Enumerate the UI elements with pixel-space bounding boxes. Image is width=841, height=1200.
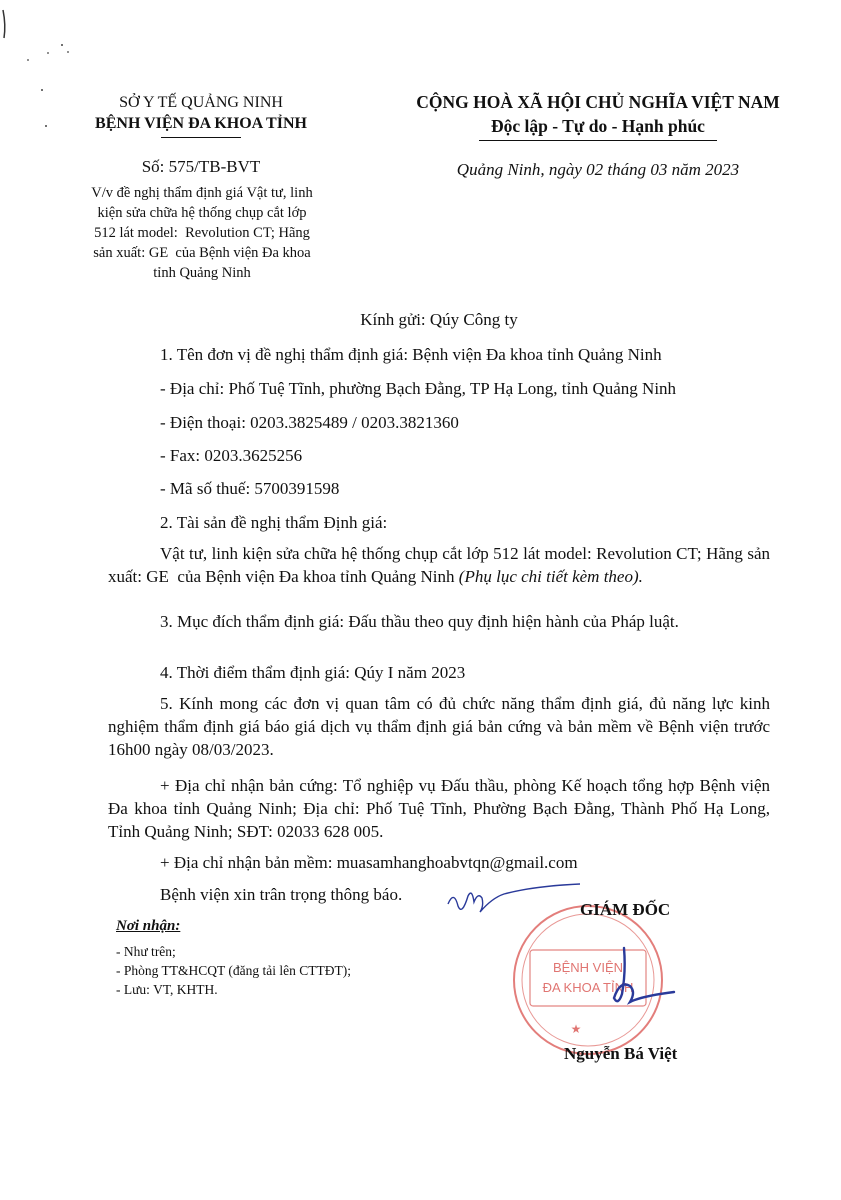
item-2-detail xyxy=(108,542,775,588)
recipient-item: - Như trên; xyxy=(116,944,176,959)
subject-line: tỉnh Quảng Ninh xyxy=(153,265,251,281)
document-subject xyxy=(76,183,328,283)
motto-underline xyxy=(479,140,717,141)
recipient-item: - Lưu: VT, KHTH. xyxy=(116,982,218,997)
stamp-line-1: BỆNH VIỆN xyxy=(552,960,624,975)
org-underline xyxy=(161,137,241,138)
address-line: - Địa chỉ: Phố Tuệ Tĩnh, phường Bạch Đằng, TP Hạ Long, tỉnh Quảng Ninh xyxy=(160,379,677,398)
item-1: 1. Tên đơn vị đề nghị thẩm định giá: Bệnh viện Đa khoa tỉnh Quảng Ninh xyxy=(160,345,662,364)
handwritten-signature xyxy=(596,944,676,1014)
org-parent: SỞ Y TẾ QUẢNG NINH xyxy=(119,94,283,111)
subject-line: kiện sửa chữa hệ thống chụp cắt lớp xyxy=(97,205,307,221)
nation-name: CỘNG HOÀ XÃ HỘI CHỦ NGHĨA VIỆT NAM xyxy=(416,92,780,112)
stamp-star-icon: ★ xyxy=(570,1022,582,1036)
recipients-title: Nơi nhận: xyxy=(116,918,181,934)
tax-line: - Mã số thuế: 5700391598 xyxy=(160,479,340,498)
national-motto: Độc lập - Tự do - Hạnh phúc xyxy=(491,116,705,136)
signer-title: GIÁM ĐỐC xyxy=(580,900,671,919)
fax-line: - Fax: 0203.3625256 xyxy=(160,446,303,465)
issuing-organization xyxy=(60,92,342,138)
item-2: 2. Tài sản đề nghị thẩm Định giá: xyxy=(160,513,388,532)
issue-date: Quảng Ninh, ngày 02 tháng 03 năm 2023 xyxy=(456,160,740,179)
subject-line: sản xuất: GE của Bệnh viện Đa khoa xyxy=(93,245,311,261)
signer-name: Nguyễn Bá Việt xyxy=(564,1044,678,1063)
recipients-list xyxy=(116,942,351,999)
closing-line: Bệnh viện xin trân trọng thông báo. xyxy=(160,885,403,904)
appendix-note: (Phụ lục chi tiết kèm theo). xyxy=(458,567,643,586)
org-name: BỆNH VIỆN ĐA KHOA TỈNH xyxy=(95,115,307,132)
subject-line: V/v đề nghị thẩm định giá Vật tư, linh xyxy=(91,185,313,201)
national-header xyxy=(368,90,828,141)
subject-line: 512 lát model: Revolution CT; Hãng xyxy=(94,225,310,241)
hardcopy-address: + Địa chỉ nhận bản cứng: Tổ nghiệp vụ Đấu thầu, phòng Kế hoạch tổng hợp Bệnh viện Đa khoa tỉnh Quảng Ninh; Địa chỉ: Phố Tuệ Tĩnh, Phường Bạch Đằng, Thành Phố Hạ Long, Tỉnh Quảng Ninh; SĐT: 02033 628 005. xyxy=(108,776,775,841)
document-number: Số: 575/TB-BVT xyxy=(141,157,261,176)
salutation: Kính gửi: Qúy Công ty xyxy=(360,310,518,329)
phone-line: - Điện thoại: 0203.3825489 / 0203.3821360 xyxy=(160,413,459,432)
item-2-description: Vật tư, linh kiện sửa chữa hệ thống chụp cắt lớp 512 lát model: Revolution CT; Hãng sản xuất: GE của Bệnh viện Đa khoa tỉnh Quảng Ninh xyxy=(108,544,775,586)
softcopy-address: + Địa chỉ nhận bản mềm: muasamhanghoabvtqn@gmail.com xyxy=(160,853,578,872)
item-5: 5. Kính mong các đơn vị quan tâm có đủ chức năng thẩm định giá, đủ năng lực kinh nghiệm thẩm định giá báo giá dịch vụ thẩm định giá bản cứng và bản mềm về Bệnh viện trước 16h00 ngày 08/03/2023. xyxy=(108,694,775,759)
item-4: 4. Thời điểm thẩm định giá: Qúy I năm 2023 xyxy=(160,663,466,682)
item-3: 3. Mục đích thẩm định giá: Đấu thầu theo quy định hiện hành của Pháp luật. xyxy=(160,612,679,631)
stamp-line-2: ĐA KHOA TỈNH xyxy=(542,980,634,995)
recipient-item: - Phòng TT&HCQT (đăng tải lên CTTĐT); xyxy=(116,963,351,978)
